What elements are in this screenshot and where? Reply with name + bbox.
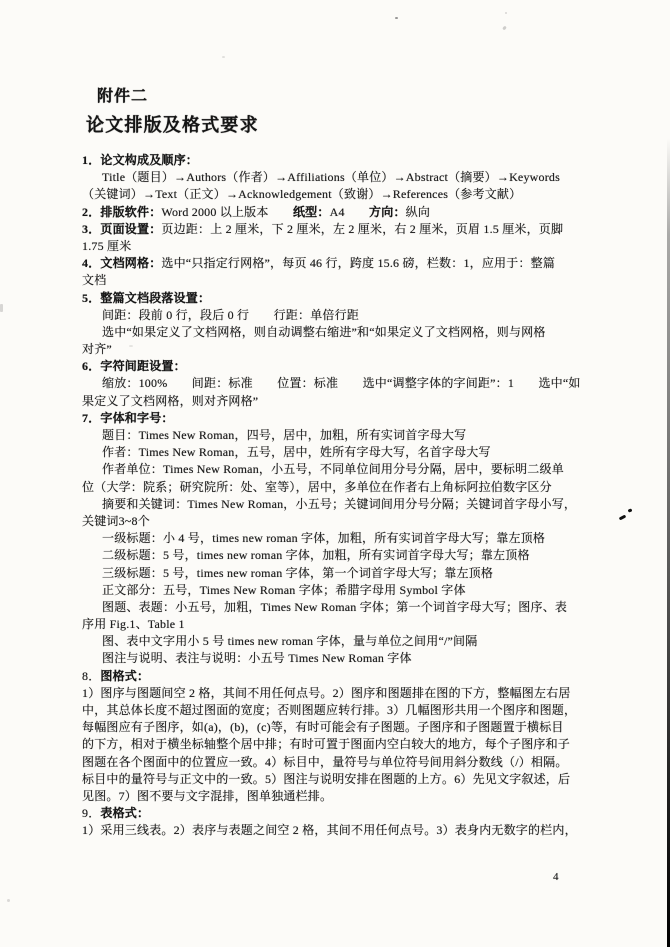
text-line bbox=[82, 461, 630, 478]
text-segment: 中，其总体长度不超过图面的宽度；否则图题应转行排。3）几幅图形共用一个图序和图题， bbox=[82, 703, 577, 717]
text-segment: 图、表中文字用小 5 号 times new roman 字体，量与单位之间用“/”间隔 bbox=[102, 634, 478, 649]
document-body bbox=[82, 152, 630, 840]
text-segment: A4 bbox=[329, 204, 370, 219]
text-line bbox=[82, 702, 630, 719]
text-segment: 选中“只指定行网格”，每页 46 行，跨度 15.6 磅，栏数：1，应用于：整篇 bbox=[161, 256, 556, 271]
text-line bbox=[82, 375, 630, 392]
text-line bbox=[82, 238, 630, 255]
text-segment: Word 2000 以上版本 bbox=[161, 204, 293, 219]
text-line bbox=[82, 186, 630, 203]
text-line bbox=[82, 582, 630, 599]
text-line bbox=[82, 427, 630, 444]
text-segment: 题目：Times New Roman，四号，居中，加粗，所有实词首字母大写 bbox=[102, 428, 467, 442]
text-line bbox=[82, 204, 630, 221]
scan-speck bbox=[129, 345, 133, 347]
text-line bbox=[82, 633, 630, 650]
text-segment: 作者单位：Times New Roman，小五号，不同单位间用分号分隔，居中，要标明二级单 bbox=[102, 462, 564, 477]
text-segment: 8． bbox=[82, 668, 101, 683]
text-line bbox=[82, 736, 630, 753]
text-segment: 图注与说明、表注与说明：小五号 Times New Roman 字体 bbox=[102, 651, 412, 666]
text-line bbox=[82, 685, 630, 702]
text-line bbox=[82, 771, 630, 788]
text-segment: 一级标题：小 4 号，times new roman 字体，加粗，所有实词首字母大写；靠左顶格 bbox=[102, 531, 546, 546]
bold-text-segment: 7．字体和字号： bbox=[82, 410, 174, 425]
attachment-label: 附件二 bbox=[97, 88, 149, 105]
text-segment: Title（题目）→Authors（作者）→Affiliations（单位）→Abstract（摘要）→Keywords bbox=[102, 170, 560, 185]
text-segment: 果定义了文档网格，则对齐网格” bbox=[82, 393, 259, 408]
scan-speck bbox=[502, 26, 507, 31]
text-line bbox=[82, 444, 630, 461]
text-segment: 9． bbox=[82, 806, 101, 821]
bold-text-segment: 方向： bbox=[369, 204, 406, 219]
text-line bbox=[82, 307, 630, 324]
text-line bbox=[82, 169, 630, 186]
text-line bbox=[82, 565, 630, 582]
text-segment: 见图。7）图不要与文字混排，图单独通栏排。 bbox=[82, 788, 333, 803]
text-line bbox=[82, 496, 630, 513]
text-segment: 二级标题：5 号，times new roman 字体，加粗，所有实词首字母大写；靠左顶格 bbox=[102, 548, 530, 563]
scan-speck bbox=[0, 304, 3, 312]
text-segment: 文档 bbox=[82, 273, 107, 288]
scan-speck bbox=[7, 899, 10, 902]
text-line bbox=[82, 272, 630, 289]
text-line bbox=[82, 616, 630, 633]
text-line bbox=[82, 719, 630, 736]
bold-text-segment: 图格式： bbox=[100, 668, 150, 683]
text-segment: 作者：Times New Roman，五号，居中，姓所有字母大写，名首字母大写 bbox=[102, 445, 491, 460]
text-line bbox=[82, 358, 630, 375]
bold-text-segment: 3．页面设置： bbox=[82, 221, 162, 236]
text-segment: 的下方，相对于横坐标轴整个居中排；有时可置于图面内空白较大的地方，每个子图序和子 bbox=[82, 737, 571, 752]
text-segment: 1）采用三线表。2）表序与表题之间空 2 格，其间不用任何点号。3）表身内无数字的栏内， bbox=[82, 823, 577, 838]
text-segment: 序用 Fig.1、Table 1 bbox=[82, 617, 185, 632]
bold-text-segment: 纸型： bbox=[292, 204, 330, 219]
text-line bbox=[82, 341, 630, 358]
text-line bbox=[82, 547, 630, 564]
text-segment: 选中“如果定义了文档网格，则自动调整右缩进”和“如果定义了文档网格，则与网格 bbox=[102, 324, 546, 339]
text-line bbox=[82, 650, 630, 667]
bold-text-segment: 4．文档网格： bbox=[82, 256, 162, 271]
bold-text-segment: 6．字符间距设置： bbox=[82, 359, 186, 374]
text-segment: 位（大学：院系；研究院所：处、室等），居中，多单位在作者右上角标阿拉伯数字区分 bbox=[82, 479, 552, 494]
bold-text-segment: 5．整篇文档段落设置： bbox=[82, 290, 211, 305]
text-line bbox=[82, 393, 630, 410]
text-line bbox=[82, 805, 630, 822]
text-line bbox=[82, 410, 630, 427]
bold-text-segment: 表格式： bbox=[100, 806, 150, 821]
ink-smudge bbox=[628, 508, 633, 512]
text-segment: 间距：段前 0 行，段后 0 行 行距：单倍行距 bbox=[102, 307, 360, 322]
text-segment: 对齐” bbox=[82, 342, 112, 357]
text-line bbox=[82, 822, 630, 839]
text-segment: 纵向 bbox=[405, 204, 431, 219]
text-segment: （关键词）→Text（正文）→Acknowledgement（致谢）→References（参考文献） bbox=[82, 187, 522, 202]
text-segment: 标目中的量符号与正文中的一致。5）图注与说明安排在图题的上方。6）先见文字叙述，后 bbox=[82, 771, 571, 786]
text-line bbox=[82, 255, 630, 272]
text-segment: 图题、表题：小五号，加粗，Times New Roman 字体；第一个词首字母大写；图序、表 bbox=[102, 599, 568, 614]
text-line bbox=[82, 221, 630, 238]
scan-speck bbox=[222, 56, 225, 58]
text-line bbox=[82, 599, 630, 616]
text-segment: 页边距：上 2 厘米，下 2 厘米，左 2 厘米，右 2 厘米，页眉 1.5 厘米，页脚 bbox=[161, 221, 564, 236]
text-segment: 缩放：100% 间距：标准 位置：标准 选中“调整字体的字间距”：1 选中“如 bbox=[102, 376, 581, 391]
bold-text-segment: 2．排版软件： bbox=[82, 204, 162, 219]
scan-speck bbox=[395, 17, 398, 19]
text-segment: 关键词3~8个 bbox=[82, 513, 150, 528]
text-line bbox=[82, 513, 630, 530]
text-line bbox=[82, 324, 630, 341]
text-line bbox=[82, 530, 630, 547]
text-segment: 三级标题：5 号，times new roman 字体，第一个词首字母大写；靠左顶格 bbox=[102, 565, 494, 580]
page-title: 论文排版及格式要求 bbox=[86, 115, 259, 135]
text-segment: 1.75 厘米 bbox=[82, 238, 132, 253]
text-segment: 图题在各个图面中的位置应一致。4）标目中，量符号与单位符号间用斜分数线（/）相隔。 bbox=[82, 754, 568, 769]
text-segment: 摘要和关键词：Times New Roman，小五号；关键词间用分号分隔；关键词首字母小写， bbox=[102, 496, 577, 511]
page-number: 4 bbox=[553, 871, 559, 883]
text-segment: 每幅图应有子图序，如(a)，(b)，(c)等，有时可能会有子图题。子图序和子图题置于横标目 bbox=[82, 720, 564, 735]
text-line bbox=[82, 290, 630, 307]
scan-speck bbox=[505, 12, 507, 14]
text-line bbox=[82, 668, 630, 685]
text-segment: 1）图序与图题间空 2 格，其间不用任何点号。2）图序和图题排在图的下方，整幅图左右居 bbox=[82, 685, 571, 700]
text-line bbox=[82, 788, 630, 805]
text-line bbox=[82, 754, 630, 771]
text-segment: 正文部分：五号，Times New Roman 字体；希腊字母用 Symbol 字体 bbox=[102, 582, 466, 597]
text-line bbox=[82, 479, 630, 496]
scan-edge-artifact bbox=[667, 138, 670, 947]
bold-text-segment: 1．论文构成及顺序： bbox=[82, 153, 199, 167]
text-line bbox=[82, 152, 630, 169]
